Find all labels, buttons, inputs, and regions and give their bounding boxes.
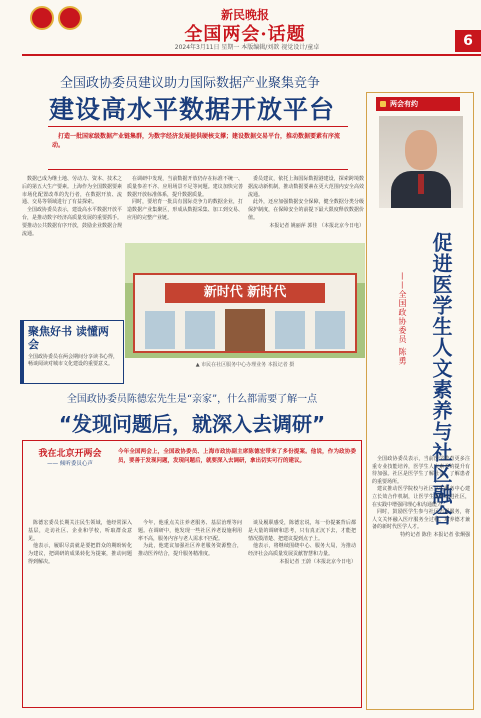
paragraph: 谈及履职感受，陈德宏说，每一份提案背后都是大量的调研和思考，只有真正沉下去，才能把情况摸清楚、把建议提到点子上。 [248, 520, 356, 542]
top-story-col-2 [127, 176, 243, 240]
photo-caption: ▲ 市民在社区服务中心办理业务 本报记者 摄 [195, 362, 295, 368]
masthead-rule [22, 54, 481, 56]
story2-subheadline: 全国政协委员陈德宏先生是“亲家”，什么都需要了解一点 [66, 394, 318, 405]
paragraph: 全国政协委员表示，当前医学教育更多注重专业技能培养，医学生人文素养的提升有待加强。社区是医学生了解社会、了解患者的重要场所。 [372, 456, 470, 485]
paragraph: 此外，还应加强数据安全保障，健全数据分类分级保护制度，在保障安全的前提下最大限度释放数据价值。 [248, 199, 364, 221]
right-column-tag [376, 97, 460, 111]
paragraph: 为此，他建议加强社区养老服务资源整合，推动医养结合，提升服务精准度。 [138, 543, 242, 558]
paragraph: 今年，他重点关注养老服务、基层治理等问题。在调研中，他发现一些社区养老设施利用率不高，服务内容与老人需求不匹配。 [138, 520, 242, 542]
page-number: 6 [455, 30, 481, 52]
paragraph: 同时，鼓励医学生参与社区志愿服务，将人文关怀融入医疗服务全过程，培养德才兼备的新时代医学人才。 [372, 509, 470, 531]
paragraph: 同时，要培育一批具有国际竞争力的数据企业，打造数据产业集聚区，形成从数据采集、加工到交易、应用的完整产业链。 [127, 199, 243, 221]
byline: 本报记者 王蔚（本报北京今日电） [279, 558, 356, 565]
paragraph: 他表示，将继续围绕中心、服务大局，为推动经济社会高质量发展贡献智慧和力量。 [248, 543, 356, 558]
story2-col-3 [248, 520, 356, 702]
right-column-subheadline: ——全国政协委员 陈勇 [398, 272, 407, 366]
national-emblem-icon [30, 6, 54, 30]
photo-window [315, 311, 345, 349]
sidebar-title: 聚焦好书 读懂两会 [28, 325, 109, 351]
paragraph: 在调研中发现，当前数据开放仍存在标准不统一、质量参差不齐、应用场景不足等问题。建议加快完善数据开放标准体系，提升数据质量。 [127, 176, 243, 198]
member-portrait [379, 116, 463, 208]
right-column-tag-label: 两会有约 [390, 100, 418, 108]
story2-headline: “发现问题后，就深入去调研” [58, 412, 326, 436]
paragraph: 委员建议，依托上海国际数据港建设，探索跨境数据流动新机制，推动数据要素在更大范围内安全高效流通。 [248, 176, 364, 198]
paper-name: 新民晚报 [220, 8, 269, 22]
right-column-headline: 促进医学生人文素养与社区融合 [429, 232, 453, 526]
top-story-headline: 建设高水平数据开放平台 [48, 95, 335, 124]
sidebar-text: 全国政协委员在两会期间分享读书心得，畅谈阅读对城市文化建设的重要意义。 [28, 354, 119, 367]
portrait-face [405, 130, 437, 170]
emblems [30, 6, 90, 32]
photo-window [185, 311, 215, 349]
top-story-lead: 打造一批国家级数据产业链集群，为数字经济发展提供硬核支撑；建设数据交易平台，推动数据要素有序流动。 [52, 133, 341, 149]
story2-col-1 [28, 520, 132, 702]
masthead [0, 0, 481, 58]
photo-window [275, 311, 305, 349]
section-title: 全国两会·话题 [184, 24, 306, 45]
paragraph: 陈德宏委员长期关注民生领域，他经常深入基层，走访社区、企业和学校，听取群众意见。 [28, 520, 132, 542]
paragraph: 全国政协委员表示，建设高水平数据开放平台，是推动数字经济高质量发展的重要抓手。要推动公共数据有序开放，鼓励企业数据合规流通。 [22, 207, 123, 237]
cppcc-emblem-icon [58, 6, 82, 30]
story2-col-2 [138, 520, 242, 702]
photo-door [225, 309, 265, 351]
byline: 特约记者 陈佳 本报记者 张炯强 [400, 531, 470, 538]
byline: 本报记者 姚丽萍 郭佳 （本报北京今日电） [269, 222, 364, 229]
top-story-col-3 [248, 176, 364, 240]
feature-photo [125, 243, 365, 358]
tag-marker-icon [380, 101, 386, 107]
paragraph: 他表示，履职尽责就是要把群众的期盼转化为建议，把调研的成果转化为提案，推动问题得到解决。 [28, 543, 132, 565]
portrait-tie [418, 174, 424, 194]
right-column-body [372, 456, 470, 540]
badge-sub: —— 倾听委员心声 [47, 461, 93, 467]
book-sidebar [20, 320, 124, 384]
paragraph: 建议推动医学院校与社区卫生服务中心建立长效合作机制，让医学生更早走进社区，在实践中增强同理心和沟通能力。 [372, 486, 470, 508]
issue-info: 2024年3月11日 星期一 本版编辑/刘歆 视觉设计/童卓 [174, 44, 320, 51]
top-story-lead-box [48, 126, 348, 170]
photo-window [145, 311, 175, 349]
story2-lead: 今年全国两会上，全国政协委员、上海市政协副主席陈德宏带来了多份提案。他说，作为政协委员，要善于发现问题，发现问题后，就要深入去调研，拿出切实可行的建议。 [118, 449, 356, 464]
paragraph: 数据已成为继土地、劳动力、资本、技术之后的第五大生产要素。上海作为全国数据要素市场化配置改革的先行者，在数据开放、流通、交易等领域进行了有益探索。 [22, 176, 123, 206]
top-story-subheadline: 全国政协委员建议助力国际数据产业聚集竞争 [59, 76, 320, 91]
badge-title: 我在北京开两会 [38, 449, 102, 459]
story2-badge [30, 448, 110, 488]
photo-sign: 新时代 新时代 [165, 283, 325, 303]
